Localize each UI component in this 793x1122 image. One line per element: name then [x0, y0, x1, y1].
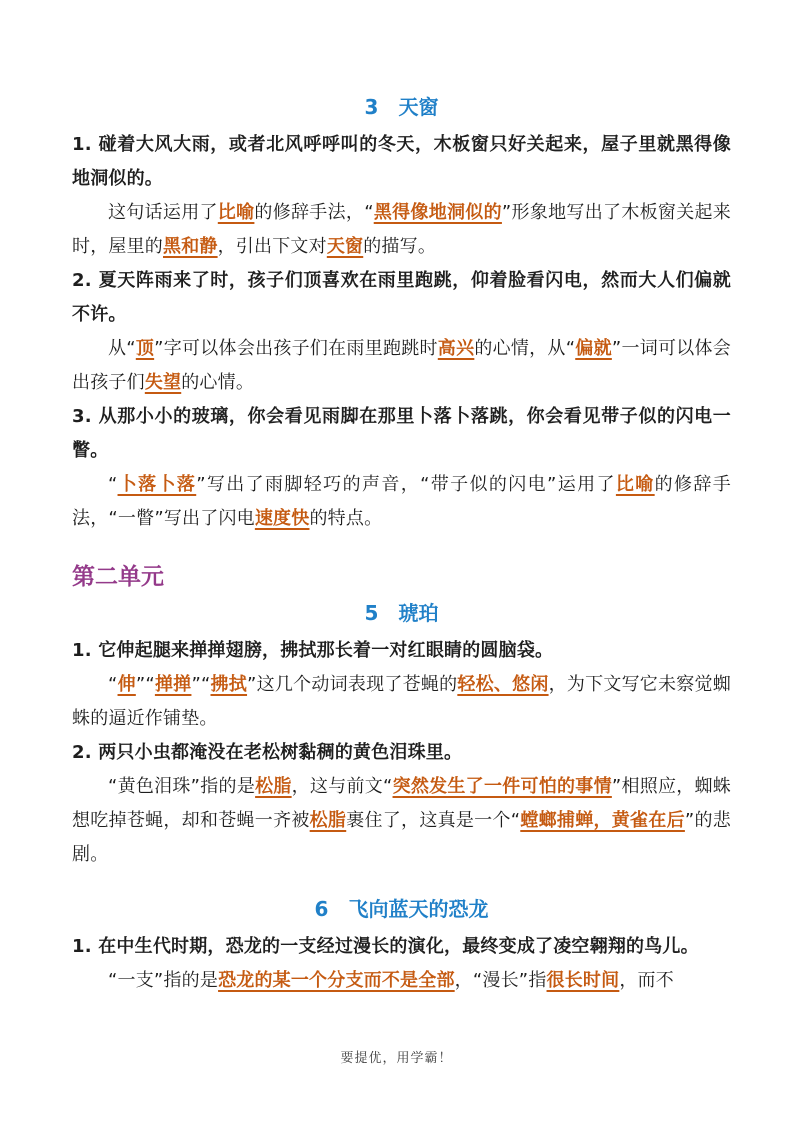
question-paragraph [72, 930, 731, 964]
text-run: 裹住了，这真是一个“ [346, 810, 521, 831]
text-run: ，引出下文对 [217, 236, 327, 257]
lesson-name: 琥珀 [398, 601, 439, 625]
text-run: 1. 它伸起腿来掸掸翅膀，拂拭那长着一对红眼睛的圆脑袋。 [72, 640, 554, 661]
text-run: ”相照应，蜘蛛想吃掉苍蝇，却和苍蝇一齐被 [72, 776, 732, 831]
text-run: 从“ [108, 338, 136, 359]
answer-paragraph [72, 964, 731, 998]
document-body [72, 92, 731, 998]
highlight-term: 黑得像地洞似的 [373, 202, 502, 223]
text-run: 的心情。 [181, 372, 255, 393]
highlight-term: 比喻 [217, 202, 255, 223]
answer-paragraph [72, 668, 731, 736]
page-footer: 要提优，用学霸！ [340, 1050, 453, 1065]
question-paragraph [72, 400, 731, 468]
text-run: 这句话运用了 [108, 202, 218, 223]
text-run: ，为下文写它未察觉蜘蛛的逼近作铺垫。 [72, 674, 731, 729]
text-run: ，“漫长”指 [454, 970, 547, 991]
highlight-term: 失望 [144, 372, 182, 393]
text-run: ”形象地写出了木板窗关起来时，屋里的 [72, 202, 731, 257]
text-run: ”“ [135, 674, 155, 695]
text-run: ”“ [191, 674, 211, 695]
highlight-term: 松脂 [255, 776, 292, 797]
answer-paragraph [72, 196, 731, 264]
answer-paragraph [72, 770, 731, 872]
lesson-title [72, 92, 731, 122]
highlight-term: 伸 [117, 674, 136, 695]
text-run: 的描写。 [363, 236, 437, 257]
highlight-term: 掸掸 [154, 674, 192, 695]
text-run: “黄色泪珠”指的是 [108, 776, 256, 797]
highlight-term: 黑和静 [163, 236, 218, 257]
highlight-term: 速度快 [254, 508, 310, 529]
text-run: 1. 在中生代时期，恐龙的一支经过漫长的演化，最终变成了凌空翱翔的鸟儿。 [72, 936, 699, 957]
question-paragraph [72, 128, 731, 196]
highlight-term: 高兴 [437, 338, 475, 359]
text-run: ，而不 [619, 970, 674, 991]
lesson-number: 3 [364, 95, 379, 119]
answer-paragraph [72, 332, 731, 400]
text-run: ”字可以体会出孩子们在雨里跑跳时 [154, 338, 438, 359]
text-run: ”的悲剧。 [72, 810, 731, 865]
text-run: 的修辞手法，“一瞥”写出了闪电 [72, 474, 731, 529]
lesson-name: 天窗 [398, 95, 439, 119]
answer-paragraph [72, 468, 731, 536]
text-run: 1. 碰着大风大雨，或者北风呼呼叫的冬天，木板窗只好关起来，屋子里就黑得像地洞似的。 [72, 134, 731, 189]
highlight-term: 松脂 [309, 810, 347, 831]
question-paragraph [72, 264, 731, 332]
highlight-term: 很长时间 [546, 970, 620, 991]
highlight-term: 天窗 [326, 236, 364, 257]
question-paragraph [72, 736, 731, 770]
highlight-term: 卜落卜落 [117, 474, 197, 495]
highlight-term: 螳螂捕蝉，黄雀在后 [520, 810, 685, 831]
highlight-term: 比喻 [615, 474, 655, 495]
text-run: 2. 两只小虫都淹没在老松树黏稠的黄色泪珠里。 [72, 742, 463, 763]
text-run: 2. 夏天阵雨来了时，孩子们顶喜欢在雨里跑跳，仰着脸看闪电，然而大人们偏就不许。 [72, 270, 731, 325]
highlight-term: 恐龙的某一个分支而不是全部 [218, 970, 455, 991]
lesson-title [72, 598, 731, 628]
lesson-number: 6 [314, 897, 329, 921]
highlight-term: 拂拭 [210, 674, 248, 695]
text-run: “ [108, 474, 118, 495]
text-run: “一支”指的是 [108, 970, 219, 991]
question-paragraph [72, 634, 731, 668]
lesson-title [72, 894, 731, 924]
highlight-term: 轻松、悠闲 [457, 674, 549, 695]
text-run: 3. 从那小小的玻璃，你会看见雨脚在那里卜落卜落跳，你会看见带子似的闪电一瞥。 [72, 406, 731, 461]
text-run: ”一词可以体会出孩子们 [72, 338, 732, 393]
unit-heading: 第二单元 [72, 564, 164, 590]
highlight-term: 突然发生了一件可怕的事情 [392, 776, 612, 797]
text-run: 的特点。 [309, 508, 383, 529]
lesson-name: 飞向蓝天的恐龙 [348, 897, 489, 921]
lesson-number: 5 [364, 601, 379, 625]
highlight-term: 顶 [135, 338, 155, 359]
text-run: ”这几个动词表现了苍蝇的 [247, 674, 458, 695]
text-run: “ [108, 674, 118, 695]
highlight-term: 偏就 [575, 338, 612, 359]
text-run: ，这与前文“ [291, 776, 393, 797]
text-run: 的心情，从“ [474, 338, 576, 359]
text-run: ”写出了雨脚轻巧的声音，“带子似的闪电”运用了 [196, 474, 616, 495]
text-run: 的修辞手法，“ [254, 202, 374, 223]
